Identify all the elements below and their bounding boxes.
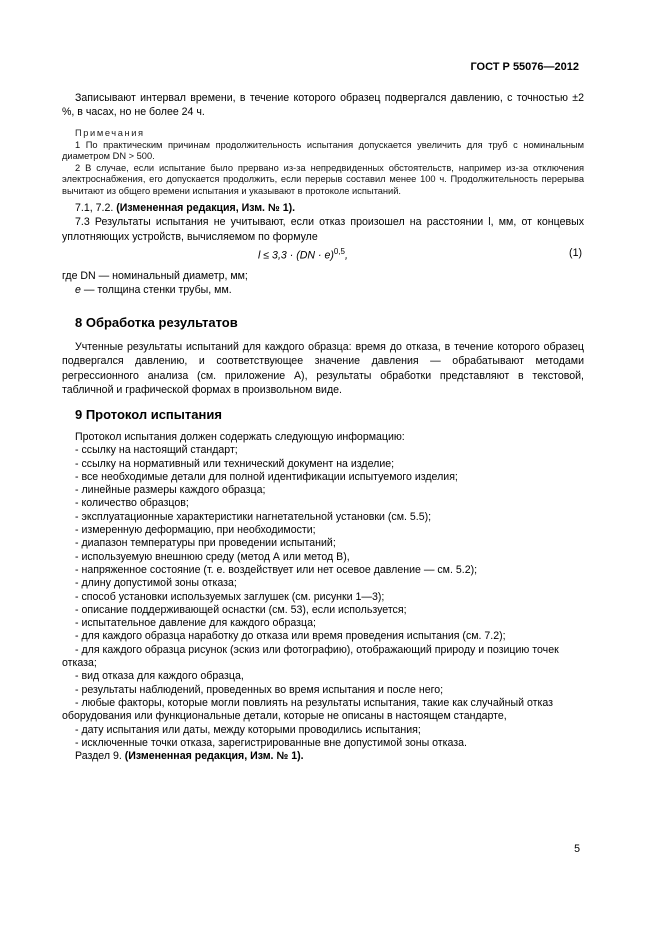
- interval-paragraph: Записывают интервал времени, в течение которого образец подвергался давлению, с точностью ±2 %, в часах, но не более 24 ч.: [62, 92, 584, 119]
- list-item: - описание поддерживающей оснастки (см. 53), если используется;: [75, 603, 407, 616]
- list-item: - для каждого образца наработку до отказа или время проведения испытания (см. 7.2);: [75, 630, 506, 643]
- section-9-title: 9 Протокол испытания: [75, 407, 222, 422]
- clause-7-block: [62, 201, 584, 244]
- where-dn: где DN — номинальный диаметр, мм;: [62, 270, 248, 282]
- list-item: - линейные размеры каждого образца;: [75, 484, 266, 497]
- where-block: [62, 269, 584, 298]
- clause-7-1-amend-text: (Измененная редакция, Изм. № 1).: [116, 202, 296, 214]
- clause-7-3: 7.3 Результаты испытания не учитывают, если отказ произошел на расстоянии l, мм, от концевых уплотняющих устройств, вычисляемом по формуле: [62, 216, 584, 243]
- list-item: - эксплуатационные характеристики нагнетательной установки (см. 5.5);: [75, 510, 432, 523]
- list-item: - напряженное состояние (т. е. воздействует или нет осевое давление — см. 5.2);: [75, 563, 478, 576]
- list-item: - диапазон температуры при проведении испытаний;: [75, 537, 336, 550]
- list-item: - измеренную деформацию, при необходимости;: [75, 524, 316, 537]
- formula-tail: ,: [344, 249, 348, 262]
- list-item: - длину допустимой зоны отказа;: [75, 577, 237, 590]
- where-e: [62, 283, 584, 297]
- page-number: 5: [574, 843, 580, 855]
- interval-paragraph-block: [62, 91, 584, 120]
- list-item: - результаты наблюдений, проведенных во время испытания и после него;: [75, 683, 444, 696]
- list-item: - любые факторы, которые могли повлиять на результаты испытания, такие как случайный отказ оборудования или функциональные детали, которые не описаны в настоящем стандарте,: [62, 696, 553, 723]
- list-item: - все необходимые детали для полной идентификации испытуемого изделия;: [75, 470, 458, 483]
- section-9: [62, 407, 584, 763]
- section-8-text: Учтенные результаты испытаний для каждого образца: время до отказа, в течение которого образец подвергался давлению, и соответствующее значение давления — обрабатывают методами регрессионного анализа (см. приложение А), результаты обработки представляют в текстовой, табличной и графической формах в произвольном виде.: [62, 341, 584, 396]
- formula-1: [62, 247, 584, 261]
- section-8-title: 8 Обработка результатов: [75, 315, 238, 330]
- notes-block: [62, 127, 584, 197]
- section-8: [62, 315, 584, 397]
- section-9-intro: Протокол испытания должен содержать следующую информацию:: [75, 431, 405, 443]
- formula-expression: [258, 247, 348, 262]
- list-item: - ссылку на нормативный или технический документ на изделие;: [75, 457, 395, 470]
- clause-7-1-prefix: 7.1, 7.2.: [75, 202, 114, 214]
- standard-header: ГОСТ Р 55076—2012: [470, 61, 579, 73]
- list-item: - способ установки используемых заглушек (см. рисунки 1—3);: [75, 590, 385, 603]
- where-e-text: — толщина стенки трубы, мм.: [80, 284, 232, 297]
- formula-number: (1): [569, 247, 582, 259]
- list-item: - количество образцов;: [75, 497, 189, 510]
- formula-left: l ≤ 3,3 · (DN · e): [258, 249, 334, 262]
- list-item: - для каждого образца рисунок (эскиз или фотографию), отображающий природу и позицию точек отказа;: [62, 643, 559, 670]
- list-item: - вид отказа для каждого образца,: [75, 670, 244, 683]
- protocol-items-list: [62, 444, 584, 763]
- section-9-amend-prefix: Раздел 9.: [75, 750, 125, 763]
- formula-exponent: 0,5: [333, 247, 345, 256]
- section-9-amendment: [62, 750, 584, 763]
- notes-title: Примечания: [75, 128, 145, 138]
- list-item: - ссылку на настоящий стандарт;: [75, 444, 238, 457]
- list-item: - исключенные точки отказа, зарегистрированные вне допустимой зоны отказа.: [75, 736, 467, 749]
- list-item: - используемую внешнюю среду (метод А или метод В),: [75, 550, 350, 563]
- list-item: - испытательное давление для каждого образца;: [75, 617, 316, 630]
- list-item: - дату испытания или даты, между которыми проводились испытания;: [75, 723, 421, 736]
- note-2: 2 В случае, если испытание было прервано из-за непредвиденных обстоятельств, например из-за отключения электроснабжения, его допускается продолжить, если перерыв составил менее 100 ч. Продолжительность перерыва вычитают из общего времени испытания и указывают в протоколе испытаний.: [62, 162, 584, 196]
- where-e-symbol: e: [75, 284, 81, 297]
- clause-7-1-amend: [62, 201, 584, 215]
- section-9-amend-text: (Измененная редакция, Изм. № 1).: [124, 750, 304, 763]
- note-1: 1 По практическим причинам продолжительность испытания допускается увеличить для труб с номинальным диаметром DN > 500.: [62, 139, 584, 162]
